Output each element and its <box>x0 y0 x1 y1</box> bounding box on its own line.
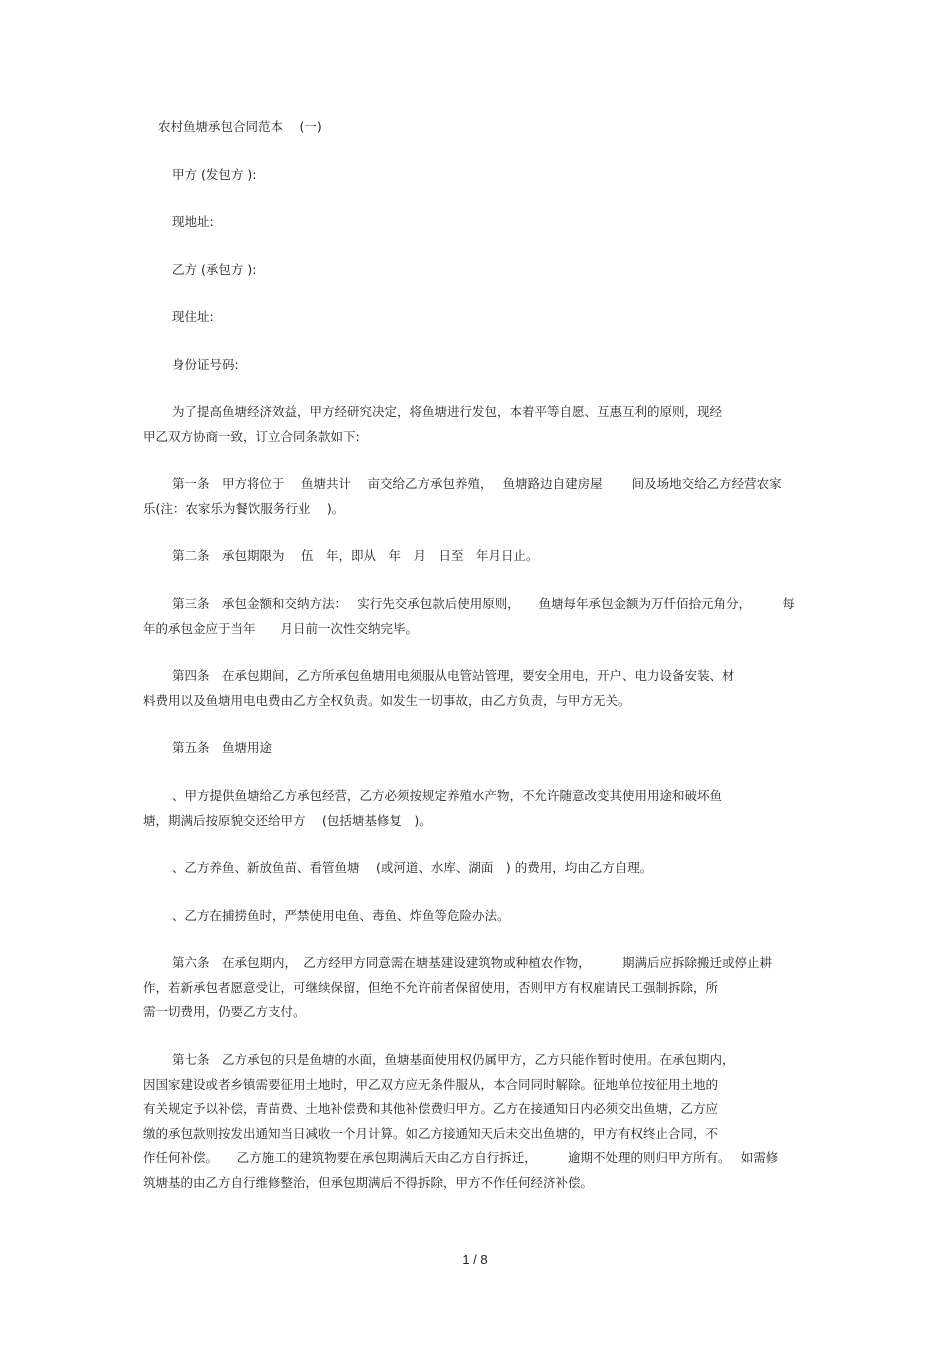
article-4-line-1: 第四条 在承包期间，乙方所承包鱼塘用电须服从电管站管理，要安全用电，开户、电力设备安装、材 <box>172 668 735 683</box>
party-b-address: 现住址: <box>172 309 214 324</box>
article-5-item-2: 、乙方养鱼、新放鱼苗、看管鱼塘 (或河道、水库、湖面 ) 的费用，均由乙方自理。 <box>172 860 653 875</box>
page-number: 1 / 8 <box>462 1252 488 1267</box>
article-7-line-2: 因国家建设或者乡镇需要征用土地时，甲乙双方应无条件服从，本合同同时解除。征地单位按征用土地的 <box>143 1077 719 1092</box>
article-7-line-1: 第七条 乙方承包的只是鱼塘的水面，鱼塘基面使用权仍属甲方，乙方只能作暂时使用。在承包期内， <box>172 1052 735 1067</box>
article-7-line-5: 作任何补偿。 乙方施工的建筑物要在承包期满后天由乙方自行拆迁， 逾期不处理的则归甲方所有。 如需修 <box>143 1150 779 1165</box>
article-7-line-4: 缴的承包款则按发出通知当日减收一个月计算。如乙方接通知天后未交出鱼塘的，甲方有权终止合同，不 <box>143 1126 719 1141</box>
article-7-line-3: 有关规定予以补偿，青苗费、土地补偿费和其他补偿费归甲方。乙方在接通知日内必须交出鱼塘，乙方应 <box>143 1101 719 1116</box>
article-5-item-1-line-2: 塘，期满后按原貌交还给甲方 (包括塘基修复 )。 <box>143 813 432 828</box>
document-title: 农村鱼塘承包合同范本 (一) <box>158 119 322 134</box>
party-a-address: 现地址: <box>172 214 214 229</box>
party-a-line: 甲方 (发包方 ): <box>172 167 257 182</box>
party-b-line: 乙方 (承包方 ): <box>172 262 257 277</box>
id-number-line: 身份证号码: <box>172 357 239 372</box>
article-5-heading: 第五条 鱼塘用途 <box>172 740 273 755</box>
article-5-item-3: 、乙方在捕捞鱼时，严禁使用电鱼、毒鱼、炸鱼等危险办法。 <box>172 908 510 923</box>
article-7-line-6: 筑塘基的由乙方自行维修整治，但承包期满后不得拆除，甲方不作任何经济补偿。 <box>143 1175 594 1190</box>
article-3-line-1: 第三条 承包金额和交纳方法： 实行先交承包款后使用原则， 鱼塘每年承包金额为万仟佰拾元角分， 每 <box>172 596 795 611</box>
article-1-line-1: 第一条 甲方将位于 鱼塘共计 亩交给乙方承包养殖， 鱼塘路边自建房屋 间及场地交给乙方经营农家 <box>172 476 782 491</box>
article-2-line: 第二条 承包期限为 伍 年，即从 年 月 日至 年月日止。 <box>172 548 539 563</box>
article-6-line-1: 第六条 在承包期内， 乙方经甲方同意需在塘基建设建筑物或种植农作物， 期满后应拆除搬迁或停止耕 <box>172 955 773 970</box>
preamble-line-1: 为了提高鱼塘经济效益，甲方经研究决定，将鱼塘进行发包，本着平等自愿、互惠互利的原则，现经 <box>172 404 723 419</box>
article-1-line-2: 乐(注：农家乐为餐饮服务行业 )。 <box>143 501 345 516</box>
article-6-line-2: 作，若新承包者愿意受让，可继续保留，但绝不允许前者保留使用，否则甲方有权雇请民工强制拆除，所 <box>143 980 719 995</box>
article-3-line-2: 年的承包金应于当年 月日前一次性交纳完毕。 <box>143 621 419 636</box>
article-5-item-1-line-1: 、甲方提供鱼塘给乙方承包经营，乙方必须按规定养殖水产物，不允许随意改变其使用用途和破坏鱼 <box>172 788 723 803</box>
preamble-line-2: 甲乙双方协商一致，订立合同条款如下: <box>143 429 360 444</box>
article-6-line-3: 需一切费用，仍要乙方支付。 <box>143 1004 306 1019</box>
article-4-line-2: 料费用以及鱼塘用电电费由乙方全权负责。如发生一切事故，由乙方负责，与甲方无关。 <box>143 693 631 708</box>
